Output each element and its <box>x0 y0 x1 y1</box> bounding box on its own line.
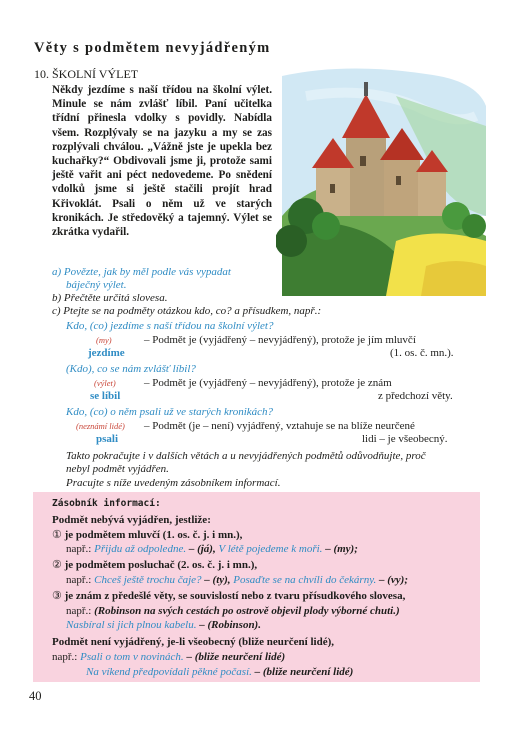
example-note: z předchozí věty. <box>378 390 453 402</box>
item-tag: – (bliže neurčení lidé) <box>186 651 286 663</box>
info-box-title: Zásobník informací: <box>52 498 161 509</box>
item-example: Přijdu až odpoledne. <box>94 543 187 555</box>
instruction-line: nebyl podmět vyjádřen. <box>66 463 169 475</box>
info-item-example <box>66 605 400 618</box>
example-explanation: – Podmět je (vyjádřený – nevyjádřený), protože je znám <box>144 377 392 389</box>
exercise-heading <box>34 67 138 82</box>
item-rule: je podmětem posluchač (2. os. č. j. i mn.), <box>64 559 258 571</box>
item-tag: – (bliže neurčení lidé) <box>254 666 354 678</box>
info-item-example <box>66 619 261 632</box>
example-note: lidi – je všeobecný. <box>362 433 448 445</box>
item-tag: – (vy); <box>378 574 408 586</box>
reading-passage <box>52 83 272 239</box>
item-example: Nasbíral si jich plnou kabelu. <box>66 619 197 631</box>
item-eg: např.: <box>52 651 78 663</box>
instruction-line: Takto pokračujte i v dalších větách a u nevyjádřených podmětů odůvodňujte, proč <box>66 450 426 462</box>
item-marker: ③ <box>52 590 62 602</box>
instruction-line: Pracujte s níže uvedeným zásobníkem informací. <box>66 477 281 489</box>
example-pronoun: (výlet) <box>94 378 116 388</box>
task-b: b) Přečtěte určitá slovesa. <box>52 292 168 304</box>
example-pronoun: (my) <box>96 335 112 345</box>
page-number: 40 <box>29 689 42 703</box>
info-rule-general: Podmět není vyjádřený, je-li všeobecný (bliže neurčení lidé), <box>52 636 334 648</box>
example-explanation: – Podmět je (vyjádřený – nevyjádřený), protože je jím mluvčí <box>144 334 416 346</box>
info-item-example <box>66 543 358 556</box>
info-item <box>52 559 257 572</box>
example-question: (Kdo), co se nám zvlášť líbil? <box>66 363 196 375</box>
item-eg: např.: <box>66 543 92 555</box>
example-note: (1. os. č. mn.). <box>390 347 454 359</box>
exercise-number: 10. <box>34 67 49 81</box>
item-tag: – (ty), <box>204 574 231 586</box>
item-example: Posaďte se na chvíli do čekárny. <box>233 574 377 586</box>
example-verb: psali <box>96 433 119 445</box>
task-c: c) Ptejte se na podměty otázkou kdo, co? a přísudkem, např.: <box>52 305 322 317</box>
item-example: Chceš ještě trochu čaje? <box>94 574 202 586</box>
item-context: (Robinson na svých cestách po ostrově objevil plody výborné chuti.) <box>94 605 400 617</box>
example-explanation: – Podmět (je – není) vyjádřený, vztahuje se na blíže neurčené <box>144 420 415 432</box>
passage-paragraph: Někdy jezdíme s naší třídou na školní výlet. Minule se nám zvlášť líbil. Paní učitelka třídní přinesla vdolky s povidly. Nabídla všem. Rozplývaly se na jazyku a my se zas rozplývali chválou. „Vážně jste je upekla bez kuchařky?“ Obdivovali jsme ji, protože sami ještě vařit ani péct nedovedeme. Po snědení vdolků jsme si ještě stačili projít hrad Křivoklát. Psali o něm už ve starých kronikách. Je středověký a tajemný. Výlet se zkrátka vydařil. <box>52 84 272 239</box>
item-tag: – (já), <box>188 543 216 555</box>
example-question: Kdo, (co) jezdíme s naší třídou na školní výlet? <box>66 320 274 332</box>
item-example: V létě pojedeme k moři. <box>218 543 323 555</box>
item-marker: ② <box>52 559 62 571</box>
item-tag: – (Robinson). <box>199 619 261 631</box>
castle-illustration <box>276 66 488 296</box>
item-eg: např.: <box>66 605 92 617</box>
item-tag: – (my); <box>325 543 358 555</box>
info-rule-example <box>86 666 353 679</box>
info-item-example <box>66 574 408 587</box>
info-item <box>52 590 405 603</box>
example-verb: se líbil <box>90 390 121 402</box>
item-rule: je podmětem mluvčí (1. os. č. j. i mn.), <box>64 529 243 541</box>
item-marker: ① <box>52 529 62 541</box>
item-example: Na víkend předpovídali pěkné počasí. <box>86 666 252 678</box>
page-title: Věty s podmětem nevyjádřeným <box>34 40 271 56</box>
task-a-cont: báječný výlet. <box>66 279 127 291</box>
item-rule: je znám z předešlé věty, se souvislostí nebo z tvaru přísudkového slovesa, <box>64 590 406 602</box>
info-box-heading: Podmět nebývá vyjádřen, jestliže: <box>52 514 211 526</box>
exercise-title: ŠKOLNÍ VÝLET <box>52 67 139 81</box>
item-example: Psali o tom v novinách. <box>80 651 184 663</box>
example-verb: jezdíme <box>88 347 125 359</box>
item-eg: např.: <box>66 574 92 586</box>
example-question: Kdo, (co) o něm psali už ve starých kronikách? <box>66 406 274 418</box>
info-rule-example <box>52 651 285 664</box>
example-pronoun: (neznámí lidé) <box>76 421 125 431</box>
task-a: a) Povězte, jak by měl podle vás vypadat <box>52 266 231 278</box>
info-item <box>52 529 242 542</box>
